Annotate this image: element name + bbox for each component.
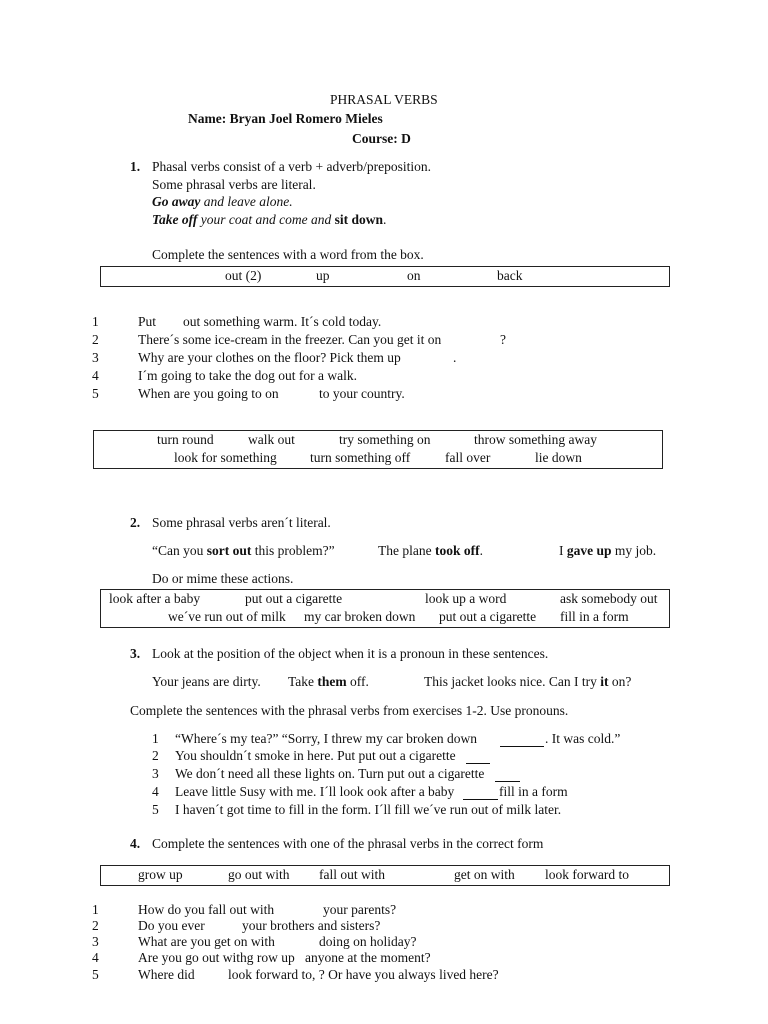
pronoun-highlight: it bbox=[600, 674, 609, 689]
sentence-text: “Where´s my tea?” “Sorry, I threw my car broken down bbox=[175, 731, 477, 746]
example-try-it-on bbox=[424, 674, 631, 690]
exercise-2-number: 2. bbox=[130, 515, 141, 530]
phrasal-verb-highlight: Go away bbox=[152, 194, 201, 209]
sentence-text: Why are your clothes on the floor? Pick them up bbox=[138, 350, 401, 365]
sentence-number: 4 bbox=[152, 784, 159, 799]
phrasal-verb-highlight: sit down bbox=[334, 212, 383, 227]
example-text: . bbox=[479, 543, 483, 558]
example-text: The plane bbox=[378, 543, 435, 558]
sentence-text: fill in a form bbox=[499, 784, 568, 799]
exercise-1-intro-2: Some phrasal verbs are literal. bbox=[152, 177, 316, 192]
sentence-text: out something warm. It´s cold today. bbox=[183, 314, 382, 329]
answer-blank bbox=[495, 766, 520, 782]
pronoun-highlight: them bbox=[317, 674, 347, 689]
sentence-number: 5 bbox=[92, 386, 99, 401]
exercise-2-instruction: Do or mime these actions. bbox=[152, 571, 294, 586]
box-phrase: we´ve run out of milk bbox=[168, 609, 286, 624]
course-label: Course: D bbox=[352, 131, 411, 146]
example-text: your coat and come and bbox=[197, 212, 335, 227]
sentence-text: Do you ever bbox=[138, 918, 205, 933]
sentence-text: What are you get on with bbox=[138, 934, 275, 949]
sentence-text: Where did bbox=[138, 967, 195, 982]
exercise-1-number: 1. bbox=[130, 159, 141, 174]
example-text: . bbox=[383, 212, 387, 227]
worksheet-title: PHRASAL VERBS bbox=[330, 92, 438, 107]
example-text: this problem?” bbox=[251, 543, 335, 558]
exercise-2-intro: Some phrasal verbs aren´t literal. bbox=[152, 515, 331, 530]
example-go-away bbox=[152, 194, 293, 210]
box-phrase: lie down bbox=[535, 450, 582, 465]
box-word: on bbox=[407, 268, 421, 283]
phrasal-verb-highlight: sort out bbox=[206, 543, 252, 558]
example-sort-out bbox=[152, 543, 335, 559]
box-word: back bbox=[497, 268, 523, 283]
box-phrase: grow up bbox=[138, 867, 183, 882]
sentence-number: 3 bbox=[92, 934, 99, 949]
word-box-4 bbox=[100, 865, 670, 886]
box-phrase: fall over bbox=[445, 450, 491, 465]
sentence-text: Put bbox=[138, 314, 157, 329]
sentence-number: 1 bbox=[92, 902, 99, 917]
example-jeans: Your jeans are dirty. bbox=[152, 674, 261, 689]
answer-blank bbox=[500, 731, 544, 747]
sentence-number: 5 bbox=[92, 967, 99, 982]
example-take-them-off bbox=[288, 674, 369, 690]
exercise-1-intro: Phasal verbs consist of a verb + adverb/preposition. bbox=[152, 159, 432, 174]
answer-blank bbox=[466, 748, 490, 764]
box-phrase: look forward to bbox=[545, 867, 629, 882]
example-text: Take bbox=[288, 674, 318, 689]
word-box-1 bbox=[100, 266, 670, 287]
exercise-3-intro: Look at the position of the object when it is a pronoun in these sentences. bbox=[152, 646, 549, 661]
box-phrase: turn something off bbox=[310, 450, 411, 465]
sentence-text: your parents? bbox=[323, 902, 397, 917]
student-name: Name: Bryan Joel Romero Mieles bbox=[188, 111, 383, 126]
sentence-text: There´s some ice-cream in the freezer. Can you get it on bbox=[138, 332, 442, 347]
box-phrase: put out a cigarette bbox=[245, 591, 343, 606]
sentence-text: I haven´t got time to fill in the form. I´ll fill we´ve run out of milk later. bbox=[175, 802, 562, 817]
exercise-4-number: 4. bbox=[130, 836, 141, 851]
word-box-actions bbox=[93, 430, 663, 469]
box-phrase: ask somebody out bbox=[560, 591, 658, 606]
exercise-4-intro: Complete the sentences with one of the phrasal verbs in the correct form bbox=[152, 836, 544, 851]
sentence-number: 3 bbox=[152, 766, 159, 781]
phrasal-verb-highlight: gave up bbox=[566, 543, 612, 558]
sentence-text: your brothers and sisters? bbox=[242, 918, 381, 933]
box-phrase: try something on bbox=[339, 432, 431, 447]
box-phrase: look up a word bbox=[425, 591, 507, 606]
exercise-1-instruction: Complete the sentences with a word from the box. bbox=[152, 247, 424, 262]
box-phrase: throw something away bbox=[474, 432, 597, 447]
example-text: off. bbox=[346, 674, 369, 689]
sentence-text: look forward to, ? Or have you always lived here? bbox=[228, 967, 499, 982]
sentence-text: Are you go out withg row up bbox=[138, 950, 295, 965]
sentence-text: I´m going to take the dog out for a walk. bbox=[138, 368, 357, 383]
sentence-text: How do you fall out with bbox=[138, 902, 275, 917]
sentence-text: We don´t need all these lights on. Turn put out a cigarette bbox=[175, 766, 485, 781]
exercise-3-number: 3. bbox=[130, 646, 141, 661]
sentence-text: . bbox=[453, 350, 457, 365]
sentence-number: 3 bbox=[92, 350, 99, 365]
sentence-number: 2 bbox=[92, 918, 99, 933]
sentence-text: ? bbox=[500, 332, 506, 347]
box-phrase: look for something bbox=[174, 450, 277, 465]
example-took-off bbox=[378, 543, 483, 559]
sentence-text: anyone at the moment? bbox=[305, 950, 431, 965]
example-text: This jacket looks nice. Can I try bbox=[424, 674, 601, 689]
sentence-number: 2 bbox=[92, 332, 99, 347]
sentence-number: 4 bbox=[92, 950, 99, 965]
sentence-number: 5 bbox=[152, 802, 159, 817]
example-text: I bbox=[559, 543, 567, 558]
box-phrase: fall out with bbox=[319, 867, 385, 882]
sentence-text: . It was cold.” bbox=[545, 731, 621, 746]
answer-blank bbox=[463, 784, 498, 800]
sentence-text: When are you going to on bbox=[138, 386, 279, 401]
sentence-text: doing on holiday? bbox=[319, 934, 417, 949]
box-phrase: go out with bbox=[228, 867, 290, 882]
sentence-number: 1 bbox=[152, 731, 159, 746]
box-phrase: get on with bbox=[454, 867, 515, 882]
box-word: up bbox=[316, 268, 330, 283]
example-text: and leave alone. bbox=[200, 194, 293, 209]
sentence-number: 4 bbox=[92, 368, 99, 383]
sentence-text: Leave little Susy with me. I´ll look ook after a baby bbox=[175, 784, 455, 799]
sentence-text: You shouldn´t smoke in here. Put put out a cigarette bbox=[175, 748, 456, 763]
box-phrase: look after a baby bbox=[109, 591, 201, 606]
example-take-off bbox=[152, 212, 386, 228]
sentence-text: to your country. bbox=[319, 386, 405, 401]
phrasal-verb-highlight: took off bbox=[434, 543, 480, 558]
box-phrase: turn round bbox=[157, 432, 214, 447]
box-phrase: put out a cigarette bbox=[439, 609, 537, 624]
exercise-3-instruction: Complete the sentences with the phrasal verbs from exercises 1-2. Use pronouns. bbox=[130, 703, 569, 718]
box-word: out (2) bbox=[225, 268, 262, 283]
sentence-number: 2 bbox=[152, 748, 159, 763]
phrasal-verb-highlight: Take off bbox=[152, 212, 198, 227]
sentence-number: 1 bbox=[92, 314, 99, 329]
box-phrase: fill in a form bbox=[560, 609, 629, 624]
example-gave-up bbox=[559, 543, 656, 559]
box-phrase: walk out bbox=[248, 432, 295, 447]
example-text: my job. bbox=[611, 543, 657, 558]
box-phrase: my car broken down bbox=[304, 609, 416, 624]
example-text: “Can you bbox=[152, 543, 207, 558]
example-text: on? bbox=[608, 674, 632, 689]
word-box-2 bbox=[100, 589, 670, 628]
